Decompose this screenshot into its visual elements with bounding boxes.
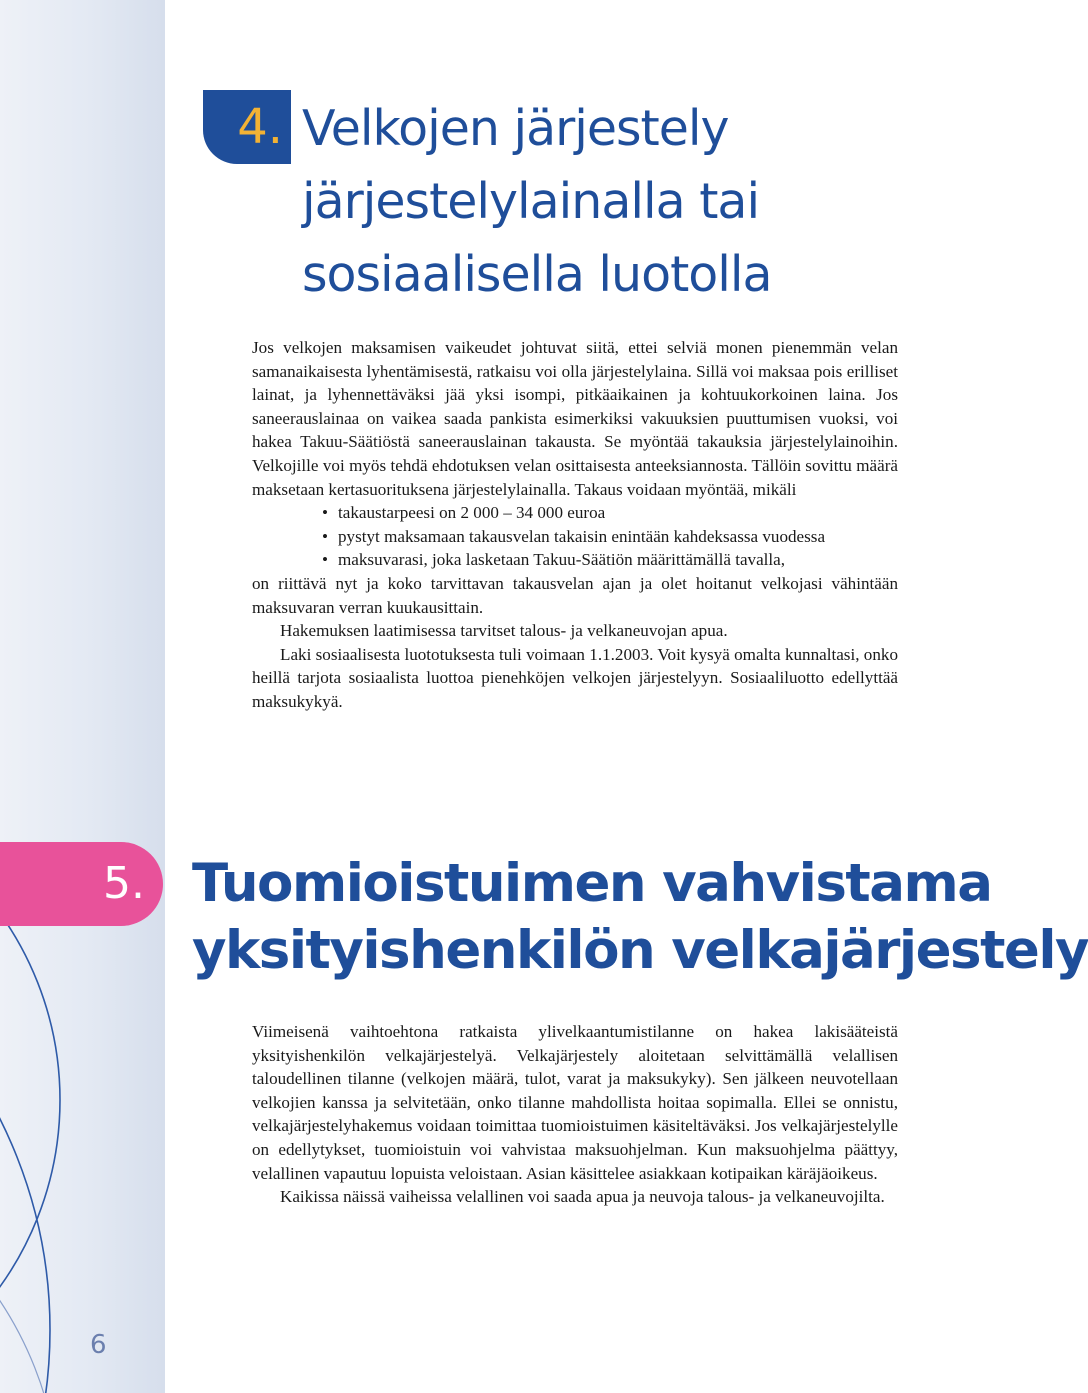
section-5-paragraph: Kaikissa näissä vaiheissa velallinen voi saada apua ja neuvoja talous- ja velkaneuvojilta.	[280, 1187, 885, 1207]
bullet-item: • maksuvarasi, joka lasketaan Takuu-Säätiön määrittämällä tavalla,	[322, 548, 898, 572]
section-4-title-line: Velkojen järjestely	[302, 100, 729, 157]
section-5-body	[252, 1020, 898, 1209]
section-4-title-line: järjestelylainalla tai	[302, 173, 760, 230]
section-5-title	[192, 850, 1088, 984]
section-5-paragraph: Viimeisenä vaihtoehtona ratkaista ylivelkaantumistilanne on hakea lakisääteistä yksityishenkilön velkajärjestelyä. Velkajärjestely aloitetaan selvittämällä velallisen taloudellinen tilanne (velkojen määrä, tulot, varat ja maksukyky). Sen jälkeen neuvotellaan velkojien kanssa ja selvitetään, onko tilanne mahdollista hoitaa sopimalla. Ellei se onnistu, velkajärjestelyhakemus voidaan toimittaa tuomioistuimen käsiteltäväksi. Jos velkajärjestelylle on edellytykset, tuomioistuin voi vahvistaa maksuohjelman. Kun maksuohjelma päättyy, velallinen vapautuu lopuista veloistaan. Asian käsittelee asiakkaan kotipaikan käräjäoikeus.	[252, 1022, 898, 1183]
section-4-title-line: sosiaalisella luotolla	[302, 246, 772, 303]
section-4-bullet-list	[252, 501, 898, 572]
section-4-paragraph: Laki sosiaalisesta luototuksesta tuli voimaan 1.1.2003. Voit kysyä omalta kunnaltasi, onko heillä tarjota sosiaalista luottoa pienehköjen velkojen järjestelyyn. Sosiaaliluotto edellyttää maksukykyä.	[252, 644, 898, 711]
decorative-arcs	[0, 0, 165, 1393]
section-4-body	[252, 336, 898, 714]
decorative-sidebar	[0, 0, 165, 1393]
section-5-title-line: Tuomioistuimen vahvistama	[192, 853, 992, 914]
section-4-number-badge	[203, 90, 291, 164]
section-4-paragraph: on riittävä nyt ja koko tarvittavan takausvelan ajan ja olet hoitanut velkojasi vähintään maksuvaran verran kuukausittain.	[252, 573, 898, 617]
bullet-item: • takaustarpeesi on 2 000 – 34 000 euroa	[322, 501, 898, 525]
section-4-paragraph: Hakemuksen laatimisessa tarvitset talous- ja velkaneuvojan apua.	[280, 621, 728, 641]
section-5-number-badge	[0, 842, 163, 926]
section-4-paragraph: Jos velkojen maksamisen vaikeudet johtuvat siitä, ettei selviä monen pienemmän velan samanaikaisesta lyhentämisestä, ratkaisu voi olla järjestelylaina. Sillä voi maksaa pois erilliset lainat, ja lyhennettäväksi jää yksi isompi, pitkäaikainen ja kohtuukorkoinen laina. Jos saneerauslainaa on vaikea saada pankista esimerkiksi vakuuksien puuttumisen vuoksi, voi hakea Takuu-Säätiöstä saneerauslainan takausta. Se myöntää takauksia järjestelylainoihin. Velkojille voi myös tehdä ehdotuksen velan osittaisesta anteeksiannosta. Tällöin sovittu määrä maksetaan kertasuorituksena järjestelylainalla. Takaus voidaan myöntää, mikäli	[252, 338, 898, 499]
section-5-number: 5.	[103, 858, 145, 909]
section-4-number: 4.	[237, 99, 283, 155]
bullet-item: • pystyt maksamaan takausvelan takaisin enintään kahdeksassa vuodessa	[322, 525, 898, 549]
section-4-title	[302, 92, 772, 311]
section-5-title-line: yksityishenkilön velkajärjestely	[192, 920, 1088, 981]
page-number: 6	[90, 1330, 107, 1360]
